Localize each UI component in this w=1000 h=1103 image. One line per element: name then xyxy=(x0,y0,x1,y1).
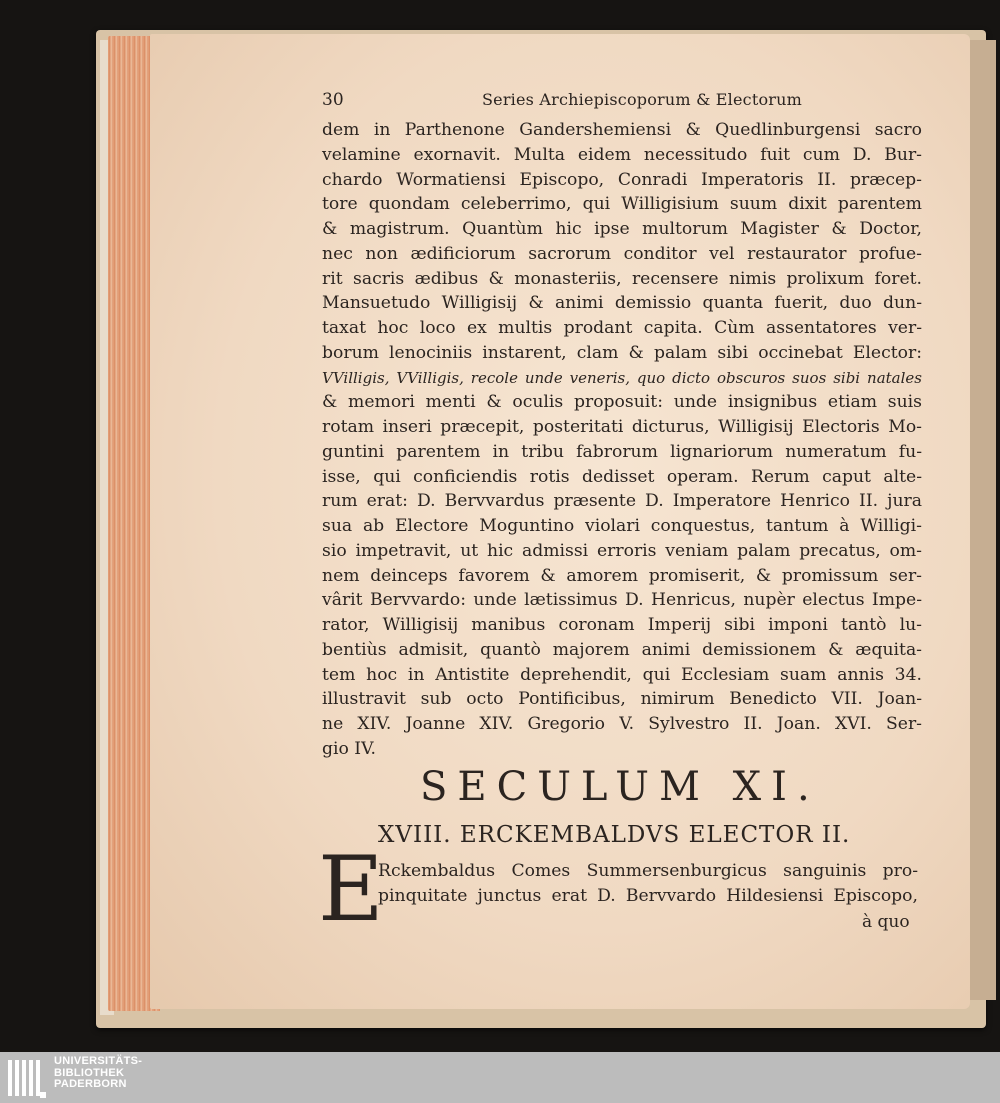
text-line: vârit Bervvardo: unde lætissimus D. Henricus, nupèr electus Impe- xyxy=(322,590,922,611)
text-line: ne XIV. Joanne XIV. Gregorio V. Sylvestro II. Joan. XVI. Ser- xyxy=(322,714,922,734)
header-title: Series Archiepiscoporum & Electorum xyxy=(482,90,803,109)
text-line: velamine exornavit. Multa eidem necessitudo fuit cum D. Bur- xyxy=(322,144,922,165)
running-head xyxy=(322,88,922,114)
text-line: nec non ædificiorum sacrorum conditor vel restaurator profue- xyxy=(322,243,922,264)
text-line: & magistrum. Quantùm hic ipse multorum Magister & Doctor, xyxy=(322,219,922,239)
section-heading: SECULUM XI. xyxy=(420,764,820,810)
text-line: VVilligis, VVilligis, recole unde veneris, quo dicto obscuros suos sibi natales xyxy=(322,368,922,387)
catchword: à quo xyxy=(862,912,910,932)
library-name-line: UNIVERSITÄTS- xyxy=(54,1055,143,1067)
text-line: sua ab Electore Moguntino violari conquestus, tantum à Willigi- xyxy=(322,516,922,536)
page-number: 30 xyxy=(322,90,344,110)
text-line: rum erat: D. Bervvardus præsente D. Imperatore Henrico II. jura xyxy=(322,491,922,512)
library-name-line: BIBLIOTHEK xyxy=(54,1066,125,1079)
text-line: & memori menti & oculis proposuit: unde insignibus etiam suis xyxy=(322,392,922,413)
library-name xyxy=(54,1056,142,1091)
text-line: rator, Willigisij manibus coronam Imperij sibi imponi tantò lu- xyxy=(322,615,922,635)
text-line: sio impetravit, ut hic admissi erroris veniam palam precatus, om- xyxy=(322,540,922,561)
text-line: pinquitate junctus erat D. Bervvardo Hildesiensi Episcopo, xyxy=(378,885,918,906)
drop-cap-initial: E xyxy=(318,837,384,942)
library-footer xyxy=(0,1052,1000,1103)
text-line: nem deinceps favorem & amorem promiserit, & promissum ser- xyxy=(322,565,922,586)
text-line: gio IV. xyxy=(322,738,376,759)
section-text xyxy=(378,858,918,908)
text-line: tore quondam celeberrimo, qui Willigisium suum dixit parentem xyxy=(322,194,922,215)
text-line: rit sacris ædibus & monasteriis, recensere nimis prolixum foret. xyxy=(322,268,922,289)
body-text xyxy=(322,118,922,762)
text-line: taxat hoc loco ex multis prodant capita. Cùm assentatores ver- xyxy=(322,318,922,338)
text-line: isse, qui conficiendis rotis dedisset operam. Rerum caput alte- xyxy=(322,466,922,487)
text-line: Rckembaldus Comes Summersenburgicus sanguinis pro- xyxy=(378,861,918,881)
library-name-line: PADERBORN xyxy=(54,1078,127,1090)
text-line: rotam inseri præcepit, posteritati dicturus, Willigisij Electoris Mo- xyxy=(322,417,922,437)
chapter-subheading: XVIII. ERCKEMBALDVS ELECTOR II. xyxy=(378,822,851,848)
text-line: dem in Parthenone Gandershemiensi & Quedlinburgensi sacro xyxy=(322,120,922,140)
text-line: tem hoc in Antistite deprehendit, qui Ecclesiam suam annis 34. xyxy=(322,664,922,685)
text-line: Mansuetudo Willigisij & animi demissio quanta fuerit, duo dun- xyxy=(322,293,922,314)
text-line: chardo Wormatiensi Episcopo, Conradi Imperatoris II. præcep- xyxy=(322,169,922,190)
cover-right-edge xyxy=(966,40,996,1000)
text-line: borum lenociniis instarent, clam & palam sibi occinebat Elector: xyxy=(322,342,922,363)
text-line: illustravit sub octo Pontificibus, nimirum Benedicto VII. Joan- xyxy=(322,689,922,710)
text-line: bentiùs admisit, quantò majorem animi demissionem & æquita- xyxy=(322,639,922,660)
library-logo-icon xyxy=(6,1056,48,1100)
text-line: guntini parentem in tribu fabrorum lignariorum numeratum fu- xyxy=(322,441,922,462)
